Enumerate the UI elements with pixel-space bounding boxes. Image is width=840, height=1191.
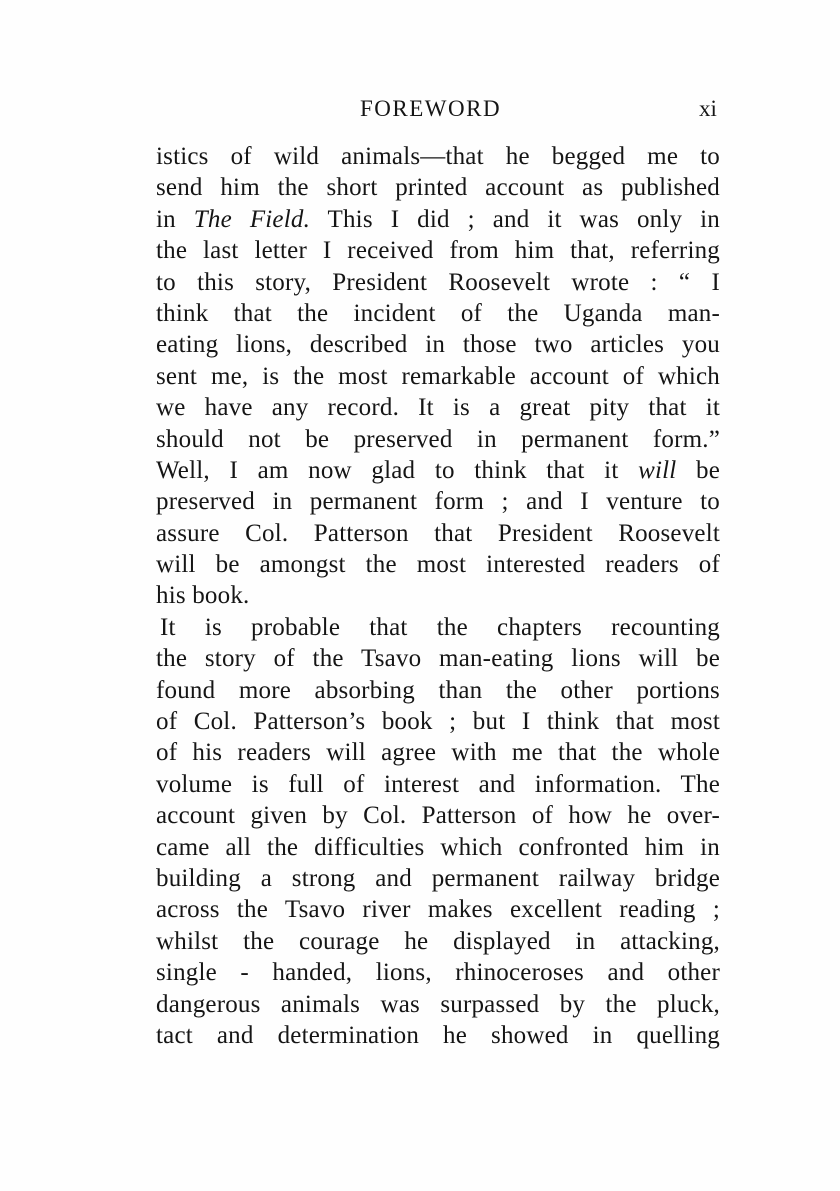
text-line: preserved in permanent form ; and I venture to <box>156 488 720 516</box>
text-line: volume is full of interest and information. The <box>156 770 720 798</box>
page-number: xi <box>699 96 717 121</box>
italic-emphasis: will <box>638 456 677 484</box>
text-line: send him the short printed account as published <box>156 174 720 202</box>
text-line: eating lions, described in those two articles you <box>156 331 720 359</box>
text-segment: in <box>156 205 194 233</box>
italic-title: The Field. <box>193 205 311 233</box>
text-line: will be amongst the most interested readers of <box>156 551 720 579</box>
text-line: tact and determination he showed in quelling <box>156 1021 720 1049</box>
text-line: istics of wild animals—that he begged me to <box>156 143 720 170</box>
text-line: single - handed, lions, rhinoceroses and other <box>156 959 720 987</box>
text-line: his book. <box>156 582 250 610</box>
text-line: came all the difficulties which confronted him in <box>156 833 720 861</box>
text-line: think that the incident of the Uganda man- <box>156 299 720 327</box>
text-line: building a strong and permanent railway bridge <box>156 864 720 892</box>
body-text <box>156 141 720 1051</box>
text-line: sent me, is the most remarkable account of which <box>156 362 720 390</box>
text-line: of his readers will agree with me that the whole <box>156 739 720 767</box>
text-segment: be <box>676 456 720 484</box>
text-line: across the Tsavo river makes excellent reading ; <box>156 896 720 924</box>
text-line: to this story, President Roosevelt wrote : “ I <box>156 268 720 296</box>
text-line: we have any record. It is a great pity that it <box>156 394 720 422</box>
page-title: FOREWORD <box>360 96 502 121</box>
text-line: should not be preserved in permanent form.” <box>156 425 720 453</box>
text-line: dangerous animals was surpassed by the pluck, <box>156 990 720 1018</box>
text-line <box>156 455 720 486</box>
text-line: whilst the courage he displayed in attacking, <box>156 927 720 955</box>
text-line <box>156 204 720 235</box>
running-head <box>0 96 840 126</box>
text-line: account given by Col. Patterson of how he over- <box>156 802 720 830</box>
text-line: of Col. Patterson’s book ; but I think that most <box>156 708 720 736</box>
text-line: assure Col. Patterson that President Roosevelt <box>156 519 720 547</box>
text-line: found more absorbing than the other portions <box>156 676 720 704</box>
paragraph-start-line: It is probable that the chapters recounting <box>160 613 720 641</box>
text-segment: Well, I am now glad to think that it <box>156 456 639 484</box>
text-line: the last letter I received from him that, referring <box>156 237 720 265</box>
text-segment: This I did ; and it was only in <box>310 205 720 233</box>
text-line: the story of the Tsavo man-eating lions will be <box>156 645 720 673</box>
